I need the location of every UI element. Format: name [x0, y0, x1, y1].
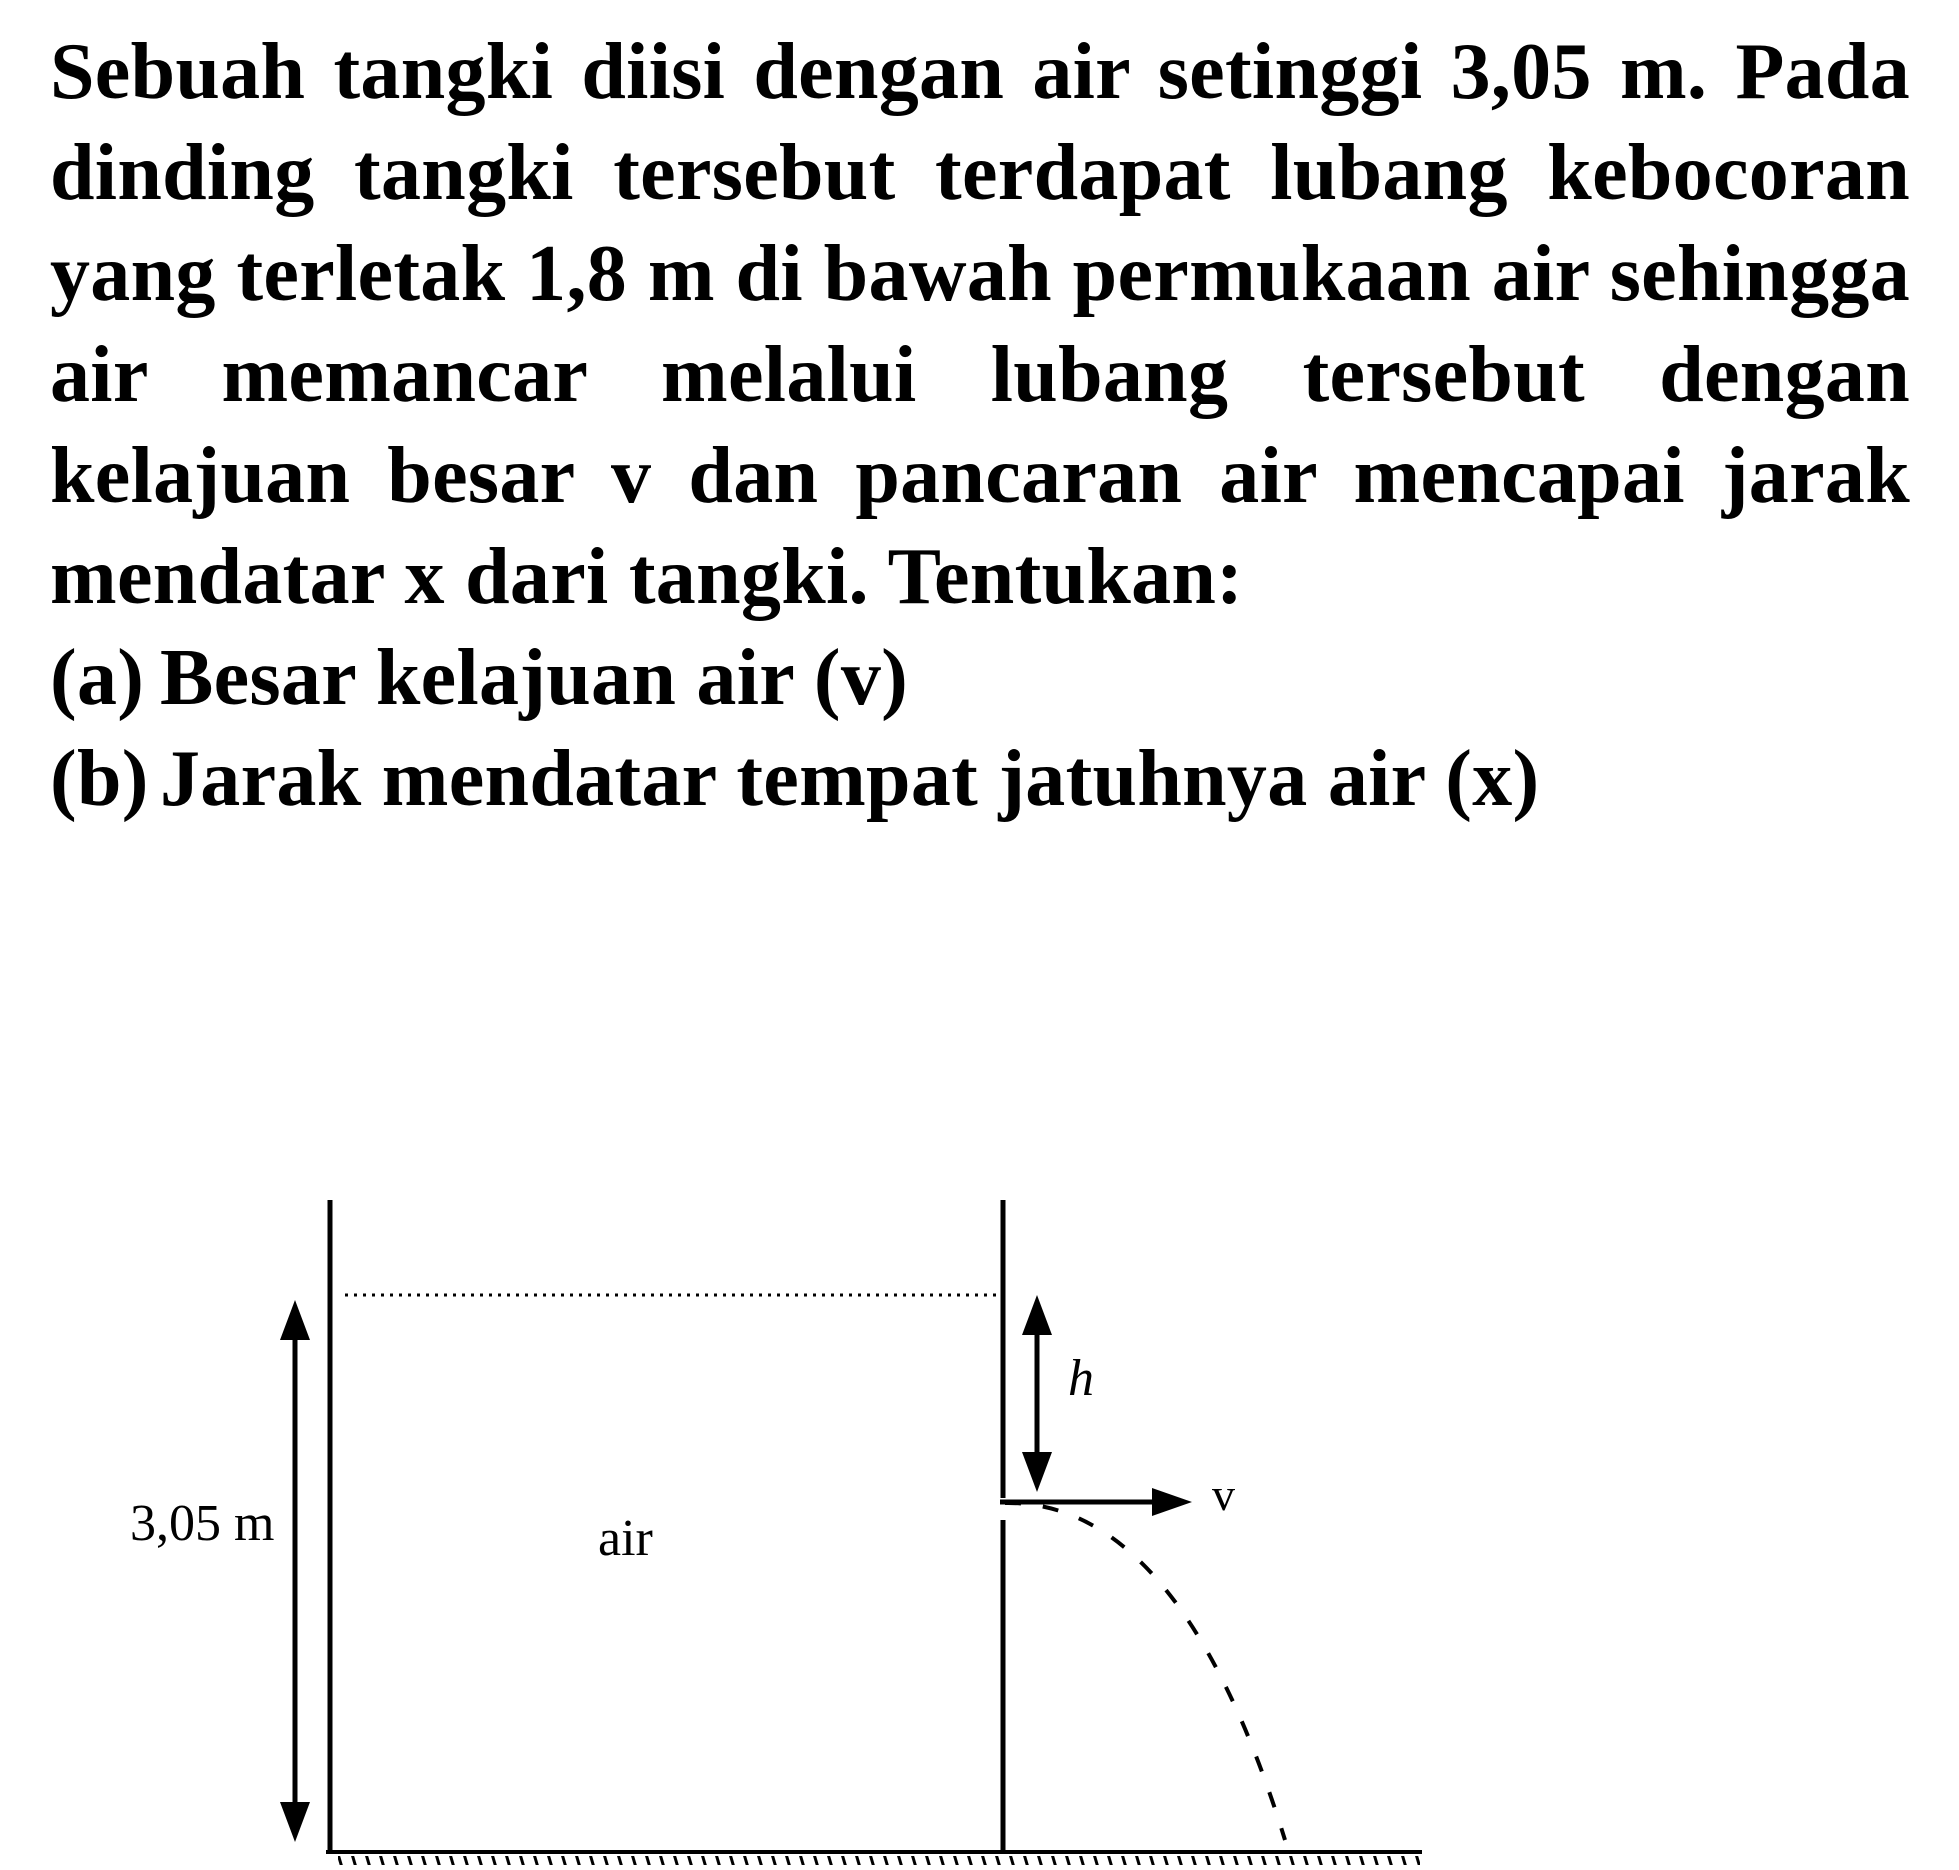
height-label: 3,05 m: [130, 1495, 275, 1552]
height-arrow-top-head: [280, 1300, 310, 1340]
question-list: [50, 628, 1910, 830]
depth-arrow-top-head: [1022, 1295, 1052, 1335]
water-jet-trajectory: [1005, 1503, 1285, 1840]
problem-text: Sebuah tangki diisi dengan air setinggi 3,05 m. Pada dinding tangki tersebut terdapat lubang kebocoran yang terletak 1,8 m di bawah permukaan air sehingga air memancar melalui lubang tersebut dengan kelajuan besar v dan pancaran air mencapai jarak mendatar x dari tangki. Tentukan:: [50, 28, 1910, 621]
question-a-label: (a): [50, 634, 145, 722]
tank-diagram-svg: [0, 1170, 1959, 1865]
ground-hatching: [338, 1856, 1420, 1865]
tank-diagram: [0, 1170, 1959, 1865]
problem-statement: [50, 22, 1910, 830]
water-label: air: [598, 1510, 653, 1567]
velocity-label: v: [1212, 1469, 1235, 1520]
depth-label: h: [1068, 1350, 1094, 1407]
question-b-text: Jarak mendatar tempat jatuhnya air (x): [160, 735, 1540, 823]
question-a-text: Besar kelajuan air (v): [160, 634, 909, 722]
question-b: [50, 729, 1910, 830]
question-b-label: (b): [50, 735, 149, 823]
velocity-arrow-head: [1152, 1488, 1192, 1516]
question-a: [50, 628, 1910, 729]
height-arrow-bottom-head: [280, 1802, 310, 1842]
depth-arrow-bottom-head: [1022, 1452, 1052, 1492]
